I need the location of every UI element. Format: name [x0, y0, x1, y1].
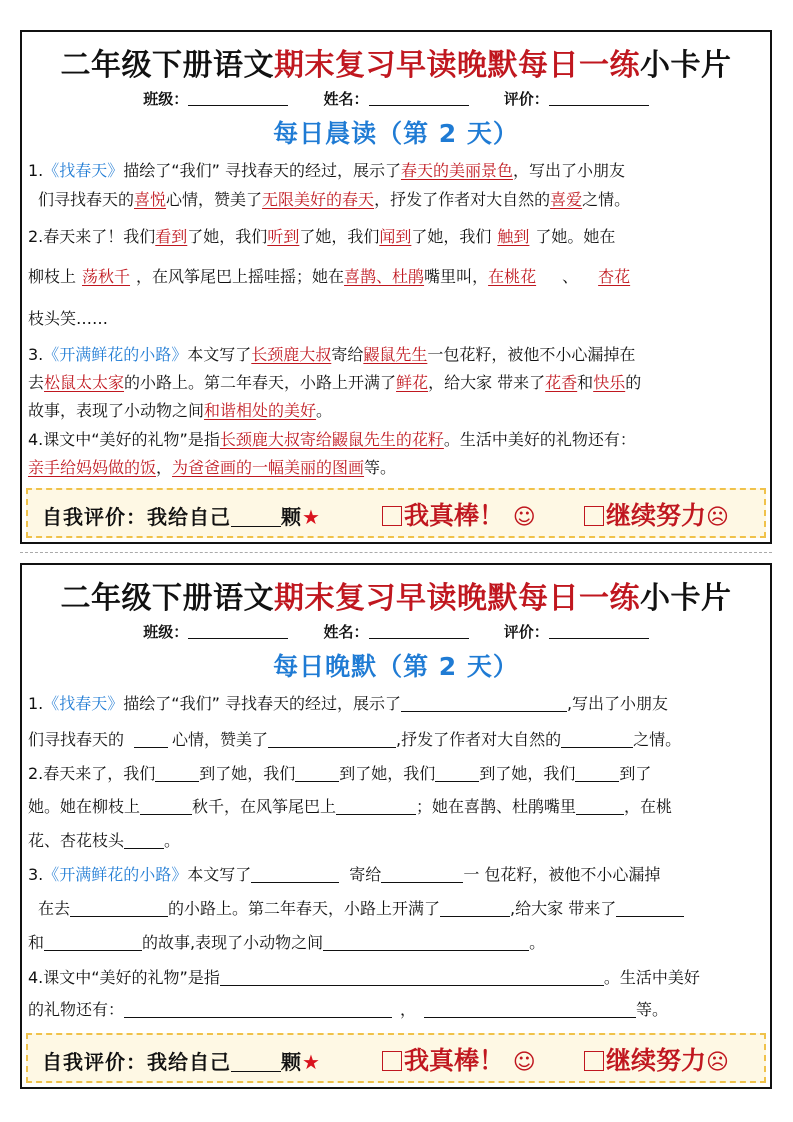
day-title: 每日晚默（第 2 天） — [273, 652, 519, 681]
fill-blank[interactable] — [268, 731, 396, 748]
class-blank[interactable] — [188, 624, 288, 639]
answer-text: 鼹鼠先生 — [363, 345, 428, 364]
text-segment: 她。她在柳枝上 — [28, 797, 141, 816]
text-segment: ，在风筝尾巴上摇哇摇；她在 — [136, 267, 345, 286]
text-segment: 3. — [28, 345, 44, 364]
name-label: 姓名： — [323, 623, 369, 641]
text-segment: ，抒发了作者对大自然的 — [374, 190, 551, 209]
paragraph-2-line-2 — [28, 264, 764, 287]
answer-text: 听到 — [267, 227, 300, 246]
answer-text: 快乐 — [593, 373, 626, 392]
smile-icon: ☺ — [512, 505, 536, 530]
text-segment: ；她在喜鹊、杜鹃嘴里 — [416, 797, 577, 816]
fill-blank[interactable] — [140, 798, 192, 815]
text-segment: 的小路上。第二年春天，小路上开满了 — [168, 899, 441, 918]
text-segment: 描绘了“我们” 寻找春天的经过，展示了 — [123, 694, 401, 713]
keep-trying-checkbox[interactable] — [584, 506, 604, 526]
answer-text: 鲜花 — [396, 373, 429, 392]
answer-text: 荡秋千 — [82, 267, 131, 286]
text-segment: ,抒发了作者对大自然的 — [396, 730, 562, 749]
text-segment: 等。 — [636, 1000, 669, 1019]
great-option[interactable] — [382, 1041, 536, 1077]
answer-text: 春天的美丽景色 — [400, 161, 513, 180]
morning-card — [20, 30, 772, 544]
text-segment: 描绘了“我们” 寻找春天的经过，展示了 — [123, 161, 401, 180]
answer-text: 闻到 — [379, 227, 412, 246]
text-segment: 秋千，在风筝尾巴上 — [192, 797, 337, 816]
text-segment: 3. — [28, 865, 44, 884]
fill-blank[interactable] — [251, 866, 339, 883]
text-segment: 二年级下册语文 — [60, 48, 274, 83]
smile-icon: ☺ — [512, 1050, 536, 1075]
text-segment: 二年级下册语文 — [60, 581, 274, 616]
card-title — [22, 40, 770, 84]
answer-text: 杏花 — [598, 267, 631, 286]
text-segment: 。生活中美好 — [603, 968, 700, 987]
text-segment: 颗 — [281, 505, 302, 529]
paragraph-2-line-1 — [28, 761, 764, 784]
fill-blank[interactable] — [124, 1001, 392, 1018]
great-checkbox[interactable] — [382, 1051, 402, 1071]
paragraph-3-line-3 — [28, 398, 764, 421]
text-segment: ，写出了小朋友 — [512, 161, 625, 180]
evening-card — [20, 563, 772, 1089]
answer-text: 花香 — [545, 373, 578, 392]
text-segment: 到了她，我们 — [339, 764, 436, 783]
paragraph-4-line-1 — [28, 965, 764, 988]
text-segment: ，在桃 — [624, 797, 673, 816]
answer-text: 触到 — [497, 227, 530, 246]
card-separator — [20, 552, 772, 553]
star-icon: ★ — [302, 505, 321, 529]
answer-text: 喜悦 — [134, 190, 167, 209]
great-option[interactable] — [382, 496, 536, 532]
text-segment: 到了她，我们 — [479, 764, 576, 783]
text-segment: 们寻找春天的 — [38, 190, 135, 209]
text-segment: 本文写了 — [187, 345, 252, 364]
text-segment: 到了她，我们 — [199, 764, 296, 783]
fill-blank[interactable] — [124, 832, 164, 849]
text-segment: 4.课文中“美好的礼物”是指 — [28, 968, 220, 987]
paragraph-3-line-2 — [28, 370, 764, 393]
text-segment: 的小路上。第二年春天，小路上开满了 — [124, 373, 397, 392]
fill-blank[interactable] — [381, 866, 463, 883]
text-segment: 在去 — [38, 899, 71, 918]
fill-blank[interactable] — [561, 731, 633, 748]
text-segment: 心情，赞美了 — [172, 730, 269, 749]
text-segment: 1. — [28, 694, 44, 713]
star-count-blank[interactable] — [231, 1053, 281, 1072]
text-segment: 心情，赞美了 — [166, 190, 263, 209]
answer-text: 在桃花 — [488, 267, 537, 286]
text-segment: 寄给 — [349, 865, 382, 884]
text-segment: 和 — [577, 373, 594, 392]
text-segment: 2.春天来了，我们 — [28, 764, 156, 783]
text-segment: 之情。 — [582, 190, 631, 209]
card-title — [22, 573, 770, 617]
paragraph-3-line-3 — [28, 930, 764, 953]
text-segment: 到了 — [619, 764, 652, 783]
class-label: 班级： — [143, 623, 189, 641]
name-label: 姓名： — [323, 90, 369, 108]
answer-text: 和谐相处的美好 — [204, 401, 317, 420]
text-segment: ， — [400, 1000, 417, 1019]
class-blank[interactable] — [188, 91, 288, 106]
text-segment: 小卡片 — [640, 48, 732, 83]
fill-blank[interactable] — [44, 934, 142, 951]
text-segment: 4.课文中“美好的礼物”是指 — [28, 430, 220, 449]
fill-blank[interactable] — [576, 798, 624, 815]
text-segment: 和 — [28, 933, 45, 952]
text-segment: ,给大家 带来了 — [510, 899, 617, 918]
fill-blank[interactable] — [616, 900, 684, 917]
answer-text: 长颈鹿大叔寄给鼹鼠先生的花籽 — [219, 430, 444, 449]
text-segment: 之情。 — [633, 730, 682, 749]
text-segment: 了她，我们 — [299, 227, 380, 246]
text-segment: 、 — [562, 267, 579, 286]
text-segment: 了她，我们 — [187, 227, 268, 246]
fill-blank[interactable] — [70, 900, 168, 917]
paragraph-3-line-1 — [28, 862, 764, 885]
paragraph-1-line-1 — [28, 691, 764, 714]
fill-blank[interactable] — [575, 765, 619, 782]
text-segment: 。 — [316, 401, 333, 420]
day-title: 每日晨读（第 2 天） — [273, 119, 519, 148]
text-segment: 期末复习早读晚默每日一练 — [274, 581, 640, 616]
text-segment: 我真棒！ — [404, 501, 505, 530]
fill-blank[interactable] — [323, 934, 529, 951]
name-blank[interactable] — [369, 624, 469, 639]
sad-icon: ☹ — [706, 505, 729, 530]
text-segment: 我真棒！ — [404, 1046, 505, 1075]
text-segment: 去 — [28, 373, 45, 392]
answer-text: 无限美好的春天 — [262, 190, 375, 209]
text-segment: 一包花籽，被他不小心漏掉在 — [427, 345, 636, 364]
answer-text: 亲手给妈妈做的饭 — [28, 458, 157, 477]
paragraph-4-line-2 — [28, 997, 764, 1020]
paragraph-3-line-2 — [38, 896, 764, 919]
paragraph-4-line-2 — [28, 455, 764, 478]
text-segment: 寄给 — [331, 345, 364, 364]
text-segment: 嘴里叫， — [424, 267, 489, 286]
text-segment: 了她。她在 — [535, 227, 616, 246]
text-segment: 自我评价：我给自己 — [42, 505, 231, 529]
fill-blank[interactable] — [435, 765, 479, 782]
text-segment: 继续努力 — [606, 501, 707, 530]
text-segment: 的 — [625, 373, 642, 392]
fill-blank[interactable] — [295, 765, 339, 782]
text-segment: 的礼物还有： — [28, 1000, 125, 1019]
class-label: 班级： — [143, 90, 189, 108]
paragraph-1-line-2 — [38, 187, 764, 210]
text-segment: 了她，我们 — [411, 227, 492, 246]
answer-text: 长颈鹿大叔 — [251, 345, 332, 364]
grade-label: 评价： — [503, 90, 549, 108]
text-segment: 故事，表现了小动物之间 — [28, 401, 205, 420]
fill-blank[interactable] — [220, 969, 604, 986]
text-segment: ， — [156, 458, 173, 477]
fill-blank[interactable] — [155, 765, 199, 782]
paragraph-2-line-3 — [28, 828, 764, 851]
keep-trying-option[interactable] — [584, 496, 729, 532]
paragraph-1-line-2 — [28, 727, 764, 750]
text-segment: 继续努力 — [606, 1046, 707, 1075]
paragraph-4-line-1 — [28, 427, 764, 450]
lesson-title: 《找春天》 — [43, 694, 124, 713]
lesson-title: 《找春天》 — [43, 161, 124, 180]
fill-blank[interactable] — [336, 798, 416, 815]
student-info-row — [22, 621, 770, 642]
great-checkbox[interactable] — [382, 506, 402, 526]
student-info-row — [22, 88, 770, 109]
text-segment: 等。 — [364, 458, 397, 477]
sad-icon: ☹ — [706, 1050, 729, 1075]
text-segment: 。 — [529, 933, 546, 952]
paragraph-2-line-3 — [28, 306, 764, 329]
fill-blank[interactable] — [440, 900, 510, 917]
lesson-title: 《开满鲜花的小路》 — [43, 345, 188, 364]
grade-blank[interactable] — [549, 624, 649, 639]
fill-blank[interactable] — [134, 731, 168, 748]
answer-text: 看到 — [155, 227, 188, 246]
star-icon: ★ — [302, 1050, 321, 1074]
paragraph-2-line-1 — [28, 224, 764, 247]
text-segment: 小卡片 — [640, 581, 732, 616]
answer-text: 松鼠太太家 — [44, 373, 125, 392]
star-count-blank[interactable] — [231, 508, 281, 527]
text-segment: 颗 — [281, 1050, 302, 1074]
paragraph-2-line-2 — [28, 794, 764, 817]
self-evaluation-box — [26, 488, 766, 538]
text-segment: 2.春天来了！我们 — [28, 227, 156, 246]
self-evaluation-box — [26, 1033, 766, 1083]
text-segment: ，给大家 带来了 — [428, 373, 546, 392]
fill-blank[interactable] — [401, 695, 567, 712]
keep-trying-option[interactable] — [584, 1041, 729, 1077]
name-blank[interactable] — [369, 91, 469, 106]
text-segment: 一 包花籽，被他不小心漏掉 — [463, 865, 661, 884]
text-segment: 花、杏花枝头 — [28, 831, 125, 850]
text-segment: 期末复习早读晚默每日一练 — [274, 48, 640, 83]
text-segment: 。生活中美好的礼物还有： — [443, 430, 636, 449]
keep-trying-checkbox[interactable] — [584, 1051, 604, 1071]
text-segment: 枝头笑…… — [28, 309, 109, 328]
text-segment: 自我评价：我给自己 — [42, 1050, 231, 1074]
text-segment: 们寻找春天的 — [28, 730, 125, 749]
answer-text: 为爸爸画的一幅美丽的图画 — [172, 458, 365, 477]
paragraph-1-line-1 — [28, 158, 764, 181]
text-segment: ,写出了小朋友 — [566, 694, 669, 713]
paragraph-3-line-1 — [28, 342, 764, 365]
text-segment: 的故事,表现了小动物之间 — [142, 933, 324, 952]
answer-text: 喜爱 — [550, 190, 583, 209]
text-segment: 柳枝上 — [28, 267, 77, 286]
text-segment: 。 — [164, 831, 181, 850]
grade-blank[interactable] — [549, 91, 649, 106]
text-segment: 1. — [28, 161, 44, 180]
answer-text: 喜鹊、杜鹃 — [344, 267, 425, 286]
lesson-title: 《开满鲜花的小路》 — [43, 865, 188, 884]
text-segment: 本文写了 — [187, 865, 252, 884]
fill-blank[interactable] — [424, 1001, 636, 1018]
grade-label: 评价： — [503, 623, 549, 641]
